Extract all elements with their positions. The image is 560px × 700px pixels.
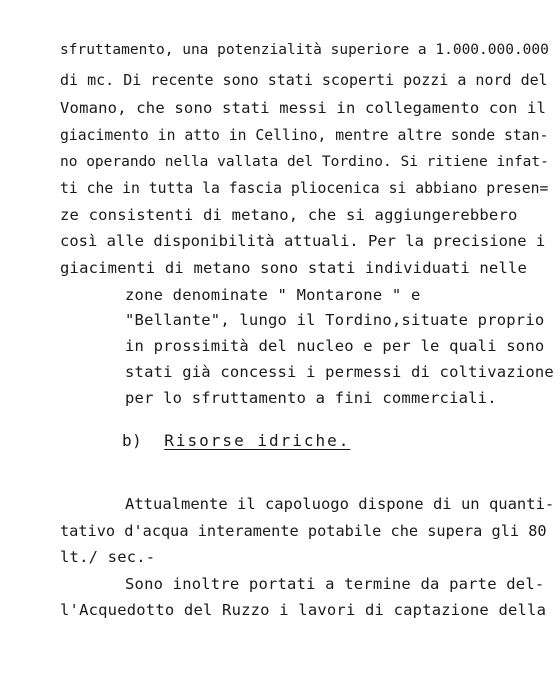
section-heading bbox=[122, 431, 350, 451]
text-line: così alle disponibilità attuali. Per la precisione i bbox=[60, 232, 546, 250]
text-line: lt./ sec.- bbox=[60, 548, 156, 566]
text-line: stati già concessi i permessi di coltivazione bbox=[125, 363, 554, 381]
text-line: ti che in tutta la fascia pliocenica si abbiano presen= bbox=[60, 180, 549, 197]
text-line: "Bellante", lungo il Tordino,situate proprio bbox=[125, 311, 545, 329]
section-title: Risorse idriche. bbox=[164, 431, 351, 450]
text-line: l'Acquedotto del Ruzzo i lavori di captazione della bbox=[60, 601, 547, 619]
text-line: Vomano, che sono stati messi in collegamento con il bbox=[60, 99, 547, 117]
text-line: giacimento in atto in Cellino, mentre altre sonde stan- bbox=[60, 127, 549, 144]
section-label: b) bbox=[122, 431, 143, 450]
text-line: tativo d'acqua interamente potabile che supera gli 80 bbox=[60, 522, 547, 540]
text-line: per lo sfruttamento a fini commerciali. bbox=[125, 389, 497, 407]
text-line: Sono inoltre portati a termine da parte del- bbox=[125, 575, 545, 593]
text-line: zone denominate " Montarone " e bbox=[125, 286, 421, 304]
text-line: Attualmente il capoluogo dispone di un quanti- bbox=[125, 495, 555, 513]
text-line: giacimenti di metano sono stati individuati nelle bbox=[60, 259, 528, 277]
text-line: ze consistenti di metano, che si aggiungerebbero bbox=[60, 206, 518, 224]
text-line: in prossimità del nucleo e per le quali sono bbox=[125, 337, 545, 355]
text-line: sfruttamento, una potenzialità superiore a 1.000.000.000 bbox=[60, 42, 549, 58]
text-line: di mc. Di recente sono stati scoperti pozzi a nord del bbox=[60, 71, 548, 89]
text-line: no operando nella vallata del Tordino. Si ritiene infat- bbox=[60, 154, 549, 170]
